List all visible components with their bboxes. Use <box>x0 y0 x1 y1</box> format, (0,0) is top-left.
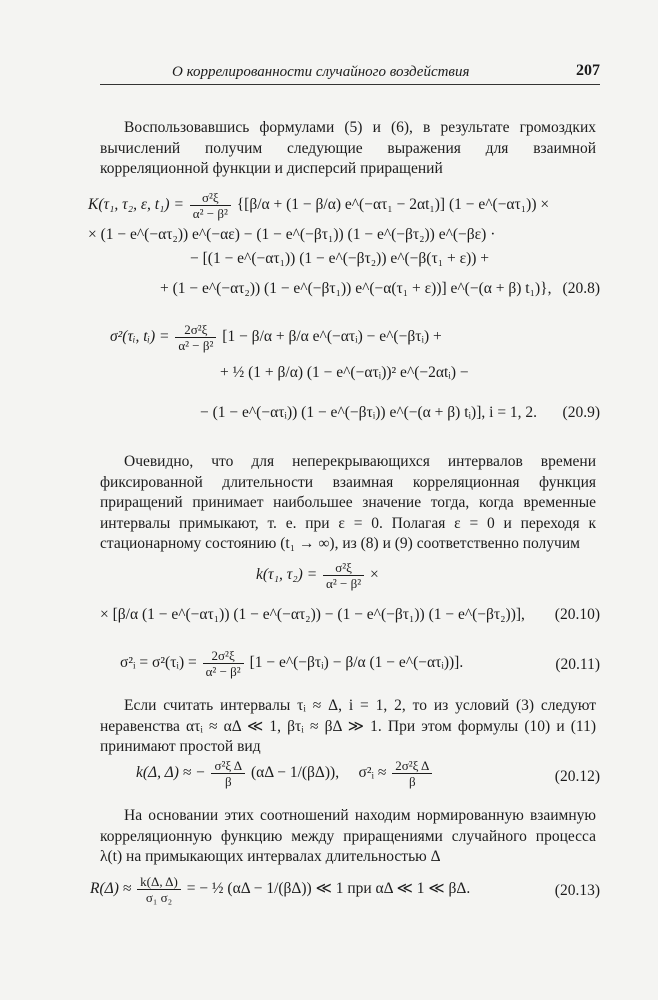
equation-20-8-line-1 <box>80 184 600 224</box>
eq-20-10-fraction: $\frac{\text{σ²ξ}}{\text{α² − β²}}$ <box>323 560 364 591</box>
eq-20-11-fraction: $\frac{\text{2σ²ξ}}{\text{α² − β²}}$ <box>203 648 244 679</box>
eq-20-12-fraction-2: $\frac{\text{2σ²ξ Δ}}{\beta}$ <box>392 758 432 789</box>
paragraph-intro-text: Воспользовавшись формулами (5) и (6), в результате громоздких вычислений получим следующие выражения для взаимной корреляционной функции и дисперсий приращений <box>100 119 596 177</box>
equation-20-12: k(Δ, Δ) ≈ − $\frac{\text{σ²ξ Δ}}{\beta}$ (αΔ − 1/(βΔ)), σ²ᵢ ≈ $\frac{\text{2σ²ξ Δ}}{\beta}$ (20.12) <box>136 758 600 789</box>
equation-20-9-line-1: σ²(τᵢ, tᵢ) = $\frac{\text{2σ²ξ}}{\text{α² − β²}}$ [1 − β/α + β/α e^(−ατᵢ) − e^(−βτᵢ) + <box>110 322 442 353</box>
eq-20-8-line-1-rest: {[β/α + (1 − β/α) e^(−ατ₁ − 2αt₁)] (1 − e^(−ατ₁)) × <box>236 196 550 214</box>
paragraph-intro <box>100 118 596 180</box>
eq-20-9-fraction: $\frac{\text{2σ²ξ}}{\text{α² − β²}}$ <box>175 322 216 353</box>
page-header <box>100 62 600 85</box>
equation-number-20-11: (20.11) <box>555 656 600 673</box>
page-number: 207 <box>576 62 600 79</box>
equation-number-20-10: (20.10) <box>554 606 600 623</box>
equation-number-20-9: (20.9) <box>562 404 600 421</box>
equation-20-10-line-1: k(τ₁, τ₂) = $\frac{\text{σ²ξ}}{\text{α² − β²}}$ × <box>256 560 379 591</box>
equation-number-20-8: (20.8) <box>562 280 600 297</box>
paragraph-adjacent-intervals: Очевидно, что для неперекрывающихся интервалов времени фиксированной длительности взаимная корреляционная функция приращений принимает наибольшее значение тогда, когда временные интервалы примыкают, т. е. при ε = 0. Полагая ε = 0 и переходя к стационарному состоянию (t₁ → ∞), из (8) и (9) соответственно получим <box>100 453 596 552</box>
eq-20-8-fraction: $\frac{\text{σ²ξ}}{\text{α² − β²}}$ <box>190 190 231 221</box>
equation-20-13: R(Δ) ≈ $\frac{k(\Delta, \Delta)}{\text{σ₁ σ₂}}$ = − ½ (αΔ − 1/(βΔ)) ≪ 1 при αΔ ≪ 1 ≪ βΔ. (20.13) <box>90 874 600 905</box>
equation-number-20-12: (20.12) <box>554 768 600 785</box>
equation-20-11: σ²ᵢ = σ²(τᵢ) = $\frac{\text{2σ²ξ}}{\text{α² − β²}}$ [1 − e^(−βτᵢ) − β/α (1 − e^(−ατᵢ))]. (20.11) <box>120 648 600 679</box>
equation-number-20-13: (20.13) <box>554 882 600 899</box>
running-title: О коррелированности случайного воздействия <box>172 64 470 80</box>
eq-20-12-fraction-1: $\frac{\text{σ²ξ Δ}}{\beta}$ <box>211 758 245 789</box>
eq-20-13-fraction: $\frac{k(\Delta, \Delta)}{\text{σ₁ σ₂}}$ <box>137 874 181 905</box>
paragraph-normalized: На основании этих соотношений находим нормированную взаимную корреляционную функцию между приращениями случайного процесса λ(t) на примыкающих интервалах длительностью Δ <box>100 807 596 865</box>
paragraph-conditions: Если считать интервалы τᵢ ≈ Δ, i = 1, 2, то из условий (3) следуют неравенства ατᵢ ≈ αΔ ≪ 1, βτᵢ ≈ βΔ ≫ 1. При этом формулы (10) и (11) принимают простой вид <box>100 697 596 755</box>
eq-20-8-lhs: K(τ₁, τ₂, ε, t₁) = <box>88 196 184 214</box>
